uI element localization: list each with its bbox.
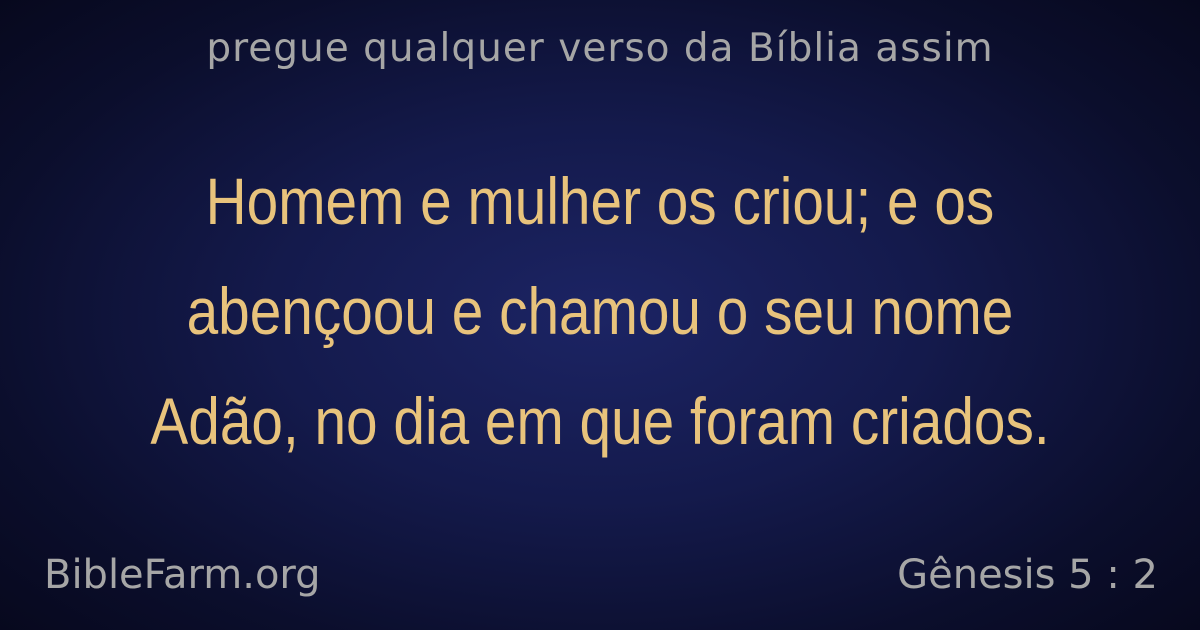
- site-name: BibleFarm.org: [44, 552, 321, 598]
- verse-reference: Gênesis 5 : 2: [897, 552, 1158, 598]
- verse-text: [110, 146, 1090, 476]
- verse-line: Adão, no dia em que foram criados.: [150, 384, 1050, 458]
- tagline: pregue qualquer verso da Bíblia assim: [206, 26, 994, 71]
- verse-line: abençoou e chamou o seu nome: [186, 274, 1014, 348]
- verse-line: Homem e mulher os criou; e os: [205, 164, 995, 238]
